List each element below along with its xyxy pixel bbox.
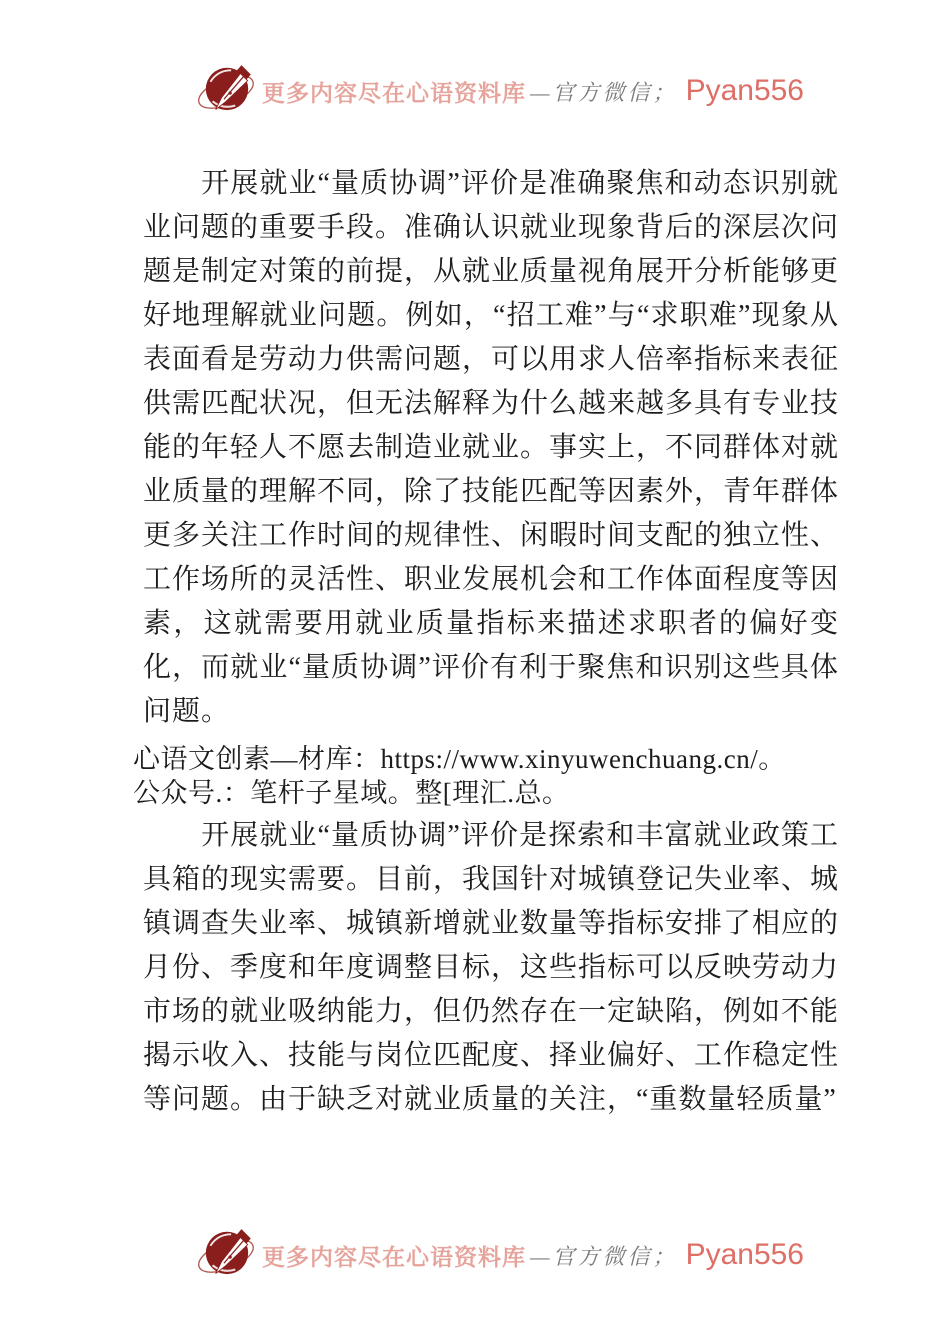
watermark-brand-text: 更多内容尽在心语资料库	[262, 80, 526, 106]
xinyu-pen-logo-icon	[196, 60, 258, 122]
paragraph-employment-evaluation: 开展就业“量质协调”评价是准确聚焦和动态识别就业问题的重要手段。准确认识就业现象背后的深层次问题是制定对策的前提，从就业质量视角展开分析能够更好地理解就业问题。例如，“招工难”与“求职难”现象从表面看是劳动力供需问题，可以用求人倍率指标来表征供需匹配状况，但无法解释为什么越来越多具有专业技能的年轻人不愿去制造业就业。事实上，不同群体对就业质量的理解不同，除了技能匹配等因素外，青年群体更多关注工作时间的规律性、闲暇时间支配的独立性、工作场所的灵活性、职业发展机会和工作体面程度等因素，这就需要用就业质量指标来描述求职者的偏好变化，而就业“量质协调”评价有利于聚焦和识别这些具体问题。	[143, 168, 840, 727]
document-body	[133, 162, 843, 1122]
watermark-brand-text: 更多内容尽在心语资料库	[262, 1244, 526, 1270]
header-watermark	[25, 60, 950, 122]
watermark-wechat-id: Pyan556	[685, 1238, 804, 1271]
source-line-url: 心语文创素—材库：https://www.xinyuwenchuang.cn/。	[133, 744, 786, 774]
xinyu-pen-logo-icon	[196, 1224, 258, 1286]
paragraph-policy-toolbox: 开展就业“量质协调”评价是探索和丰富就业政策工具箱的现实需要。目前，我国针对城镇登记失业率、城镇调查失业率、城镇新增就业数量等指标安排了相应的月份、季度和年度调整目标，这些指标可以反映劳动力市场的就业吸纳能力，但仍然存在一定缺陷，例如不能揭示收入、技能与岗位匹配度、择业偏好、工作稳定性等问题。由于缺乏对就业质量的关注，“重数量轻质量”	[143, 820, 840, 1115]
watermark-wechat-id: Pyan556	[685, 74, 804, 107]
watermark-wechat-label: —官方微信；	[530, 79, 678, 105]
source-line-account: 公众号.：笔杆子星域。整[理汇.总。	[133, 778, 570, 808]
footer-watermark	[25, 1224, 950, 1286]
watermark-wechat-label: —官方微信；	[530, 1243, 678, 1269]
